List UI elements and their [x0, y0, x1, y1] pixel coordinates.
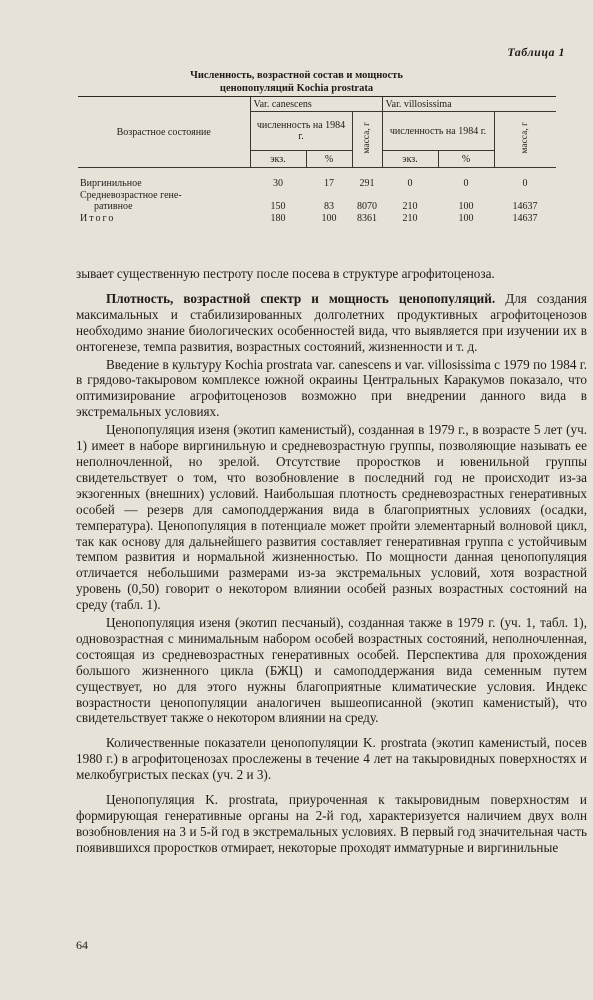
header-pct-villosissima: % [438, 151, 494, 168]
section-heading: Плотность, возрастной спектр и мощность ценопопуляций. [106, 290, 496, 306]
header-age-state: Возрастное состояние [78, 97, 250, 168]
header-var-villosissima: Var. villosissima [382, 97, 556, 112]
cell-pct-villosissima: 100 [458, 201, 474, 212]
body-text [76, 266, 587, 856]
table-row [78, 213, 556, 225]
cell-count-villosissima: 210 [402, 212, 418, 224]
table-row [78, 190, 556, 213]
paragraph-takyr-population: Ценопопуляция K. prostrata, приуроченная к такыровидным поверхностям и формирующая генеративные органы на 2-й год, характеризуется наличием двух волн возобновления на 3 и 5-й год в экстремальных условиях. В первый год значительная часть появившихся проростков отмирает, некоторые проходят имматурные и виргинильные [76, 792, 587, 855]
population-table [78, 96, 556, 224]
cell-count-canescens: 30 [273, 178, 283, 189]
row-name-line: Средневозрастное гене- [80, 189, 182, 201]
paragraph-continuation: зывает существенную пестроту после посева в структуре агрофитоценоза. [76, 266, 495, 281]
row-name [78, 190, 250, 213]
cell-pct-canescens: 100 [321, 212, 337, 224]
cell-mass-villosissima: 14637 [512, 201, 538, 212]
table-title-line-1: Численность, возрастной состав и мощность [190, 70, 403, 81]
cell-mass-canescens: 8070 [357, 201, 377, 212]
header-mass-canescens-text: масса, г [361, 122, 372, 154]
paragraph-density-text: Для создания максимальных и стабилизированных долголетних продуктивных агрофитоценозов необходимо знание биологических особенностей вида, что выявляется при изучении их в онтогенезе, темпа развития, возрастных состояний, жизненности и т. д. [76, 290, 587, 354]
row-name-line-2: ративное [94, 201, 133, 212]
cell-pct-villosissima: 0 [463, 178, 469, 189]
page-number: 64 [76, 938, 88, 952]
header-ekz-villosissima: экз. [382, 151, 438, 168]
table-label: Таблица 1 [507, 45, 565, 59]
header-pct-canescens: % [306, 151, 352, 168]
row-name-line: Виргинильное [80, 178, 142, 189]
header-mass-villosissima [494, 112, 556, 168]
row-name-line: Итого [80, 212, 116, 224]
cell-pct-canescens: 17 [324, 178, 334, 189]
header-count-canescens: численность на 1984 г. [250, 112, 352, 151]
cell-count-canescens: 180 [270, 212, 286, 224]
header-mass-canescens [352, 112, 382, 168]
cell-pct-canescens: 83 [324, 201, 334, 212]
cell-count-canescens: 150 [270, 201, 286, 212]
table-title [0, 69, 593, 95]
cell-mass-canescens: 291 [359, 178, 375, 189]
row-name [78, 213, 250, 225]
cell-count-villosissima: 210 [402, 201, 418, 212]
header-count-villosissima: численность на 1984 г. [382, 112, 494, 151]
table-row [78, 168, 556, 190]
paragraph-density [76, 291, 587, 355]
header-var-canescens: Var. canescens [250, 97, 382, 112]
paragraph-sandy-ecotype: Ценопопуляция изеня (экотип песчаный), созданная также в 1979 г. (уч. 1, табл. 1), одновозрастная с минимальным набором особей возрастных состояний, неполночленная, состоящая из средневозрастных генеративных особей. Перспектива для прохождения большого жизненного цикла (БЖЦ) и самоподдержания вида семенным путем существует, но для этого нужны благоприятные климатические условия. Индекс возрастности ценопопуляции аналогичен вышеописанной (экотип каменистый), что свидетельствует также о некотором влиянии на среду. [76, 615, 587, 726]
cell-count-villosissima: 0 [407, 178, 413, 189]
header-mass-villosissima-text: масса, г [519, 122, 530, 154]
paragraph-introduction: Введение в культуру Kochia prostrata var. canescens и var. villosissima с 1979 по 1984 г. в грядово-такыровом комплексе южной окраины Центральных Каракумов показало, что оптимизирование агрофитоценозов возможно при внедрении данного вида в экстремальных условиях. [76, 356, 587, 420]
row-name [78, 168, 250, 190]
paragraph-stony-ecotype: Ценопопуляция изеня (экотип каменистый), созданная в 1979 г., в возрасте 5 лет (уч. 1) имеет в наборе виргинильную и средневозрастную группы, позволяющие называть ее неполночленной, но зрелой. Отсутствие проростков и ювенильной группы свидетельствует о том, что возобновление в последний год не происходит из-за экзогенных (внешних) условий. Наибольшая плотность средневозрастных генеративных особей — резерв для самоподдержания вида в благоприятных условиях (осадки, температура). Ценопопуляция в потенциале может пройти элементарный волновой цикл, так как основу для дальнейшего развития составляет генеративная группа с устойчивым темпом развития и нормальной жизненностью. По мощности данная ценопопуляция отличается небольшими размерами из-за экстремальных условий, хотя возрастной уровень (0,50) говорит о некотором влиянии особей разных возрастных состояний на среду (табл. 1). [76, 422, 587, 613]
cell-mass-canescens: 8361 [357, 212, 377, 224]
cell-mass-villosissima: 14637 [512, 212, 538, 224]
cell-pct-villosissima: 100 [458, 212, 474, 224]
cell-mass-villosissima: 0 [522, 178, 528, 189]
header-ekz-canescens: экз. [250, 151, 306, 168]
paragraph-quantitative: Количественные показатели ценопопуляции K. prostrata (экотип каменистый, посев 1980 г.) в агрофитоценозах прослежены в течение 4 лет на такыровидных поверхностях и мелкобугристых песках (уч. 2 и 3). [76, 735, 587, 783]
table-title-line-2: ценопопуляций Kochia prostrata [219, 83, 374, 94]
